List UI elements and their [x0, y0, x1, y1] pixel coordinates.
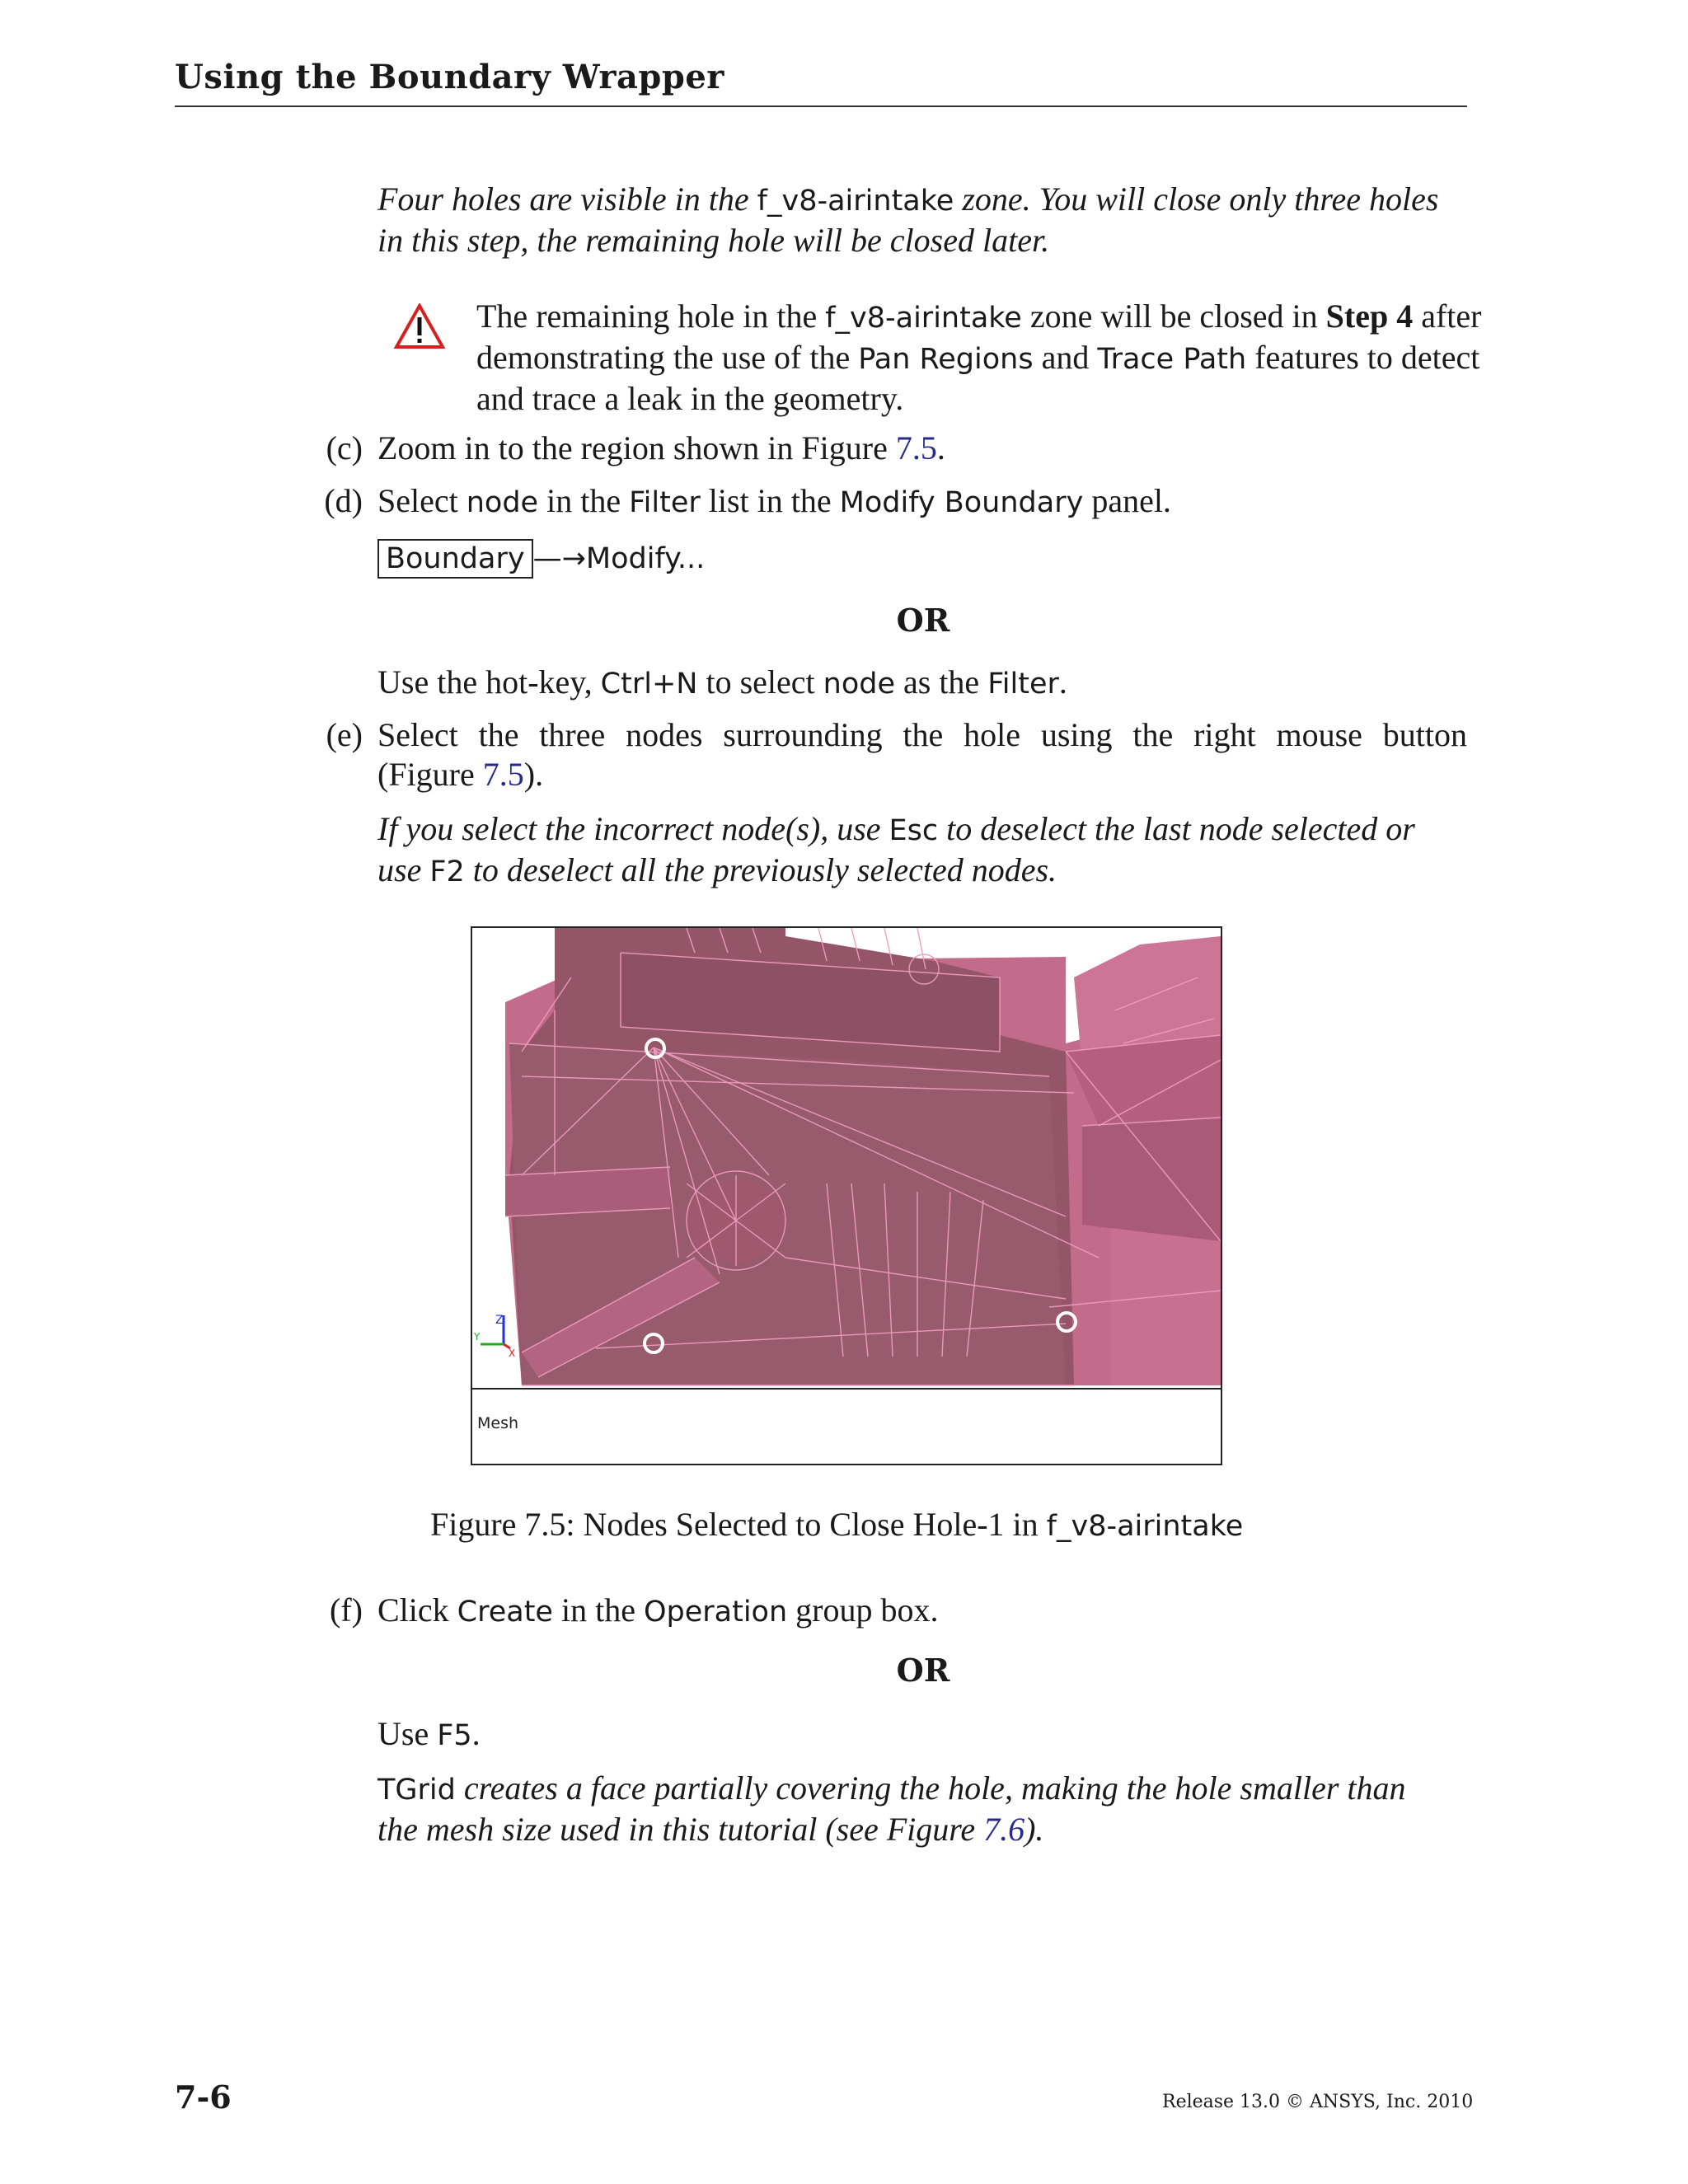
- hotkey-alternative: Use the hot-key, Ctrl+N to select node as the Filter.: [377, 663, 1067, 701]
- figure-link[interactable]: 7.6: [983, 1811, 1025, 1848]
- mesh-graphics: [472, 928, 1221, 1390]
- svg-text:Y: Y: [474, 1331, 481, 1343]
- release-note: Release 13.0 © ANSYS, Inc. 2010: [1162, 2092, 1474, 2112]
- boundary-menu[interactable]: Boundary: [377, 539, 533, 579]
- step-e: (e) Select the three nodes surrounding the hole using the right mouse button (Figure 7.5).: [326, 716, 1467, 793]
- figure-caption: Figure 7.5: Nodes Selected to Close Hole-1 in f_v8-airintake: [430, 1506, 1244, 1543]
- svg-text:Z: Z: [495, 1314, 504, 1327]
- menu-path: Boundary —→Modify...: [377, 536, 705, 587]
- f5-alternative: Use F5.: [377, 1715, 481, 1752]
- modify-menu-item[interactable]: Modify...: [585, 542, 706, 575]
- page-number: 7-6: [175, 2079, 232, 2116]
- warning-icon: [394, 303, 445, 349]
- or-divider-f: OR: [896, 1652, 950, 1689]
- graphics-status-label: Mesh: [477, 1414, 519, 1432]
- figure-link[interactable]: 7.5: [895, 429, 937, 466]
- deselect-tip: If you select the incorrect node(s), use Esc to deselect the last node selected or use F2 to deselect all the previously selected nodes.: [377, 810, 1415, 888]
- warning-note: The remaining hole in the f_v8-airintake zone will be closed in Step 4 after demonstrating the use of the Pan Regions and Trace Path features to detect and trace a leak in the geometry.: [476, 298, 1482, 417]
- figure-link[interactable]: 7.5: [482, 756, 524, 793]
- svg-text:X: X: [509, 1347, 516, 1359]
- header-rule: [175, 105, 1467, 107]
- or-divider: OR: [896, 602, 950, 639]
- result-paragraph: TGrid creates a face partially covering the hole, making the hole smaller than the mesh size used in this tutorial (see Figure 7.6).: [377, 1769, 1406, 1848]
- intro-paragraph: Four holes are visible in the f_v8-airintake zone. You will close only three holes in this step, the remaining hole will be closed later.: [377, 180, 1439, 259]
- mesh-figure: [471, 926, 1222, 1465]
- page-header-title: Using the Boundary Wrapper: [175, 58, 724, 96]
